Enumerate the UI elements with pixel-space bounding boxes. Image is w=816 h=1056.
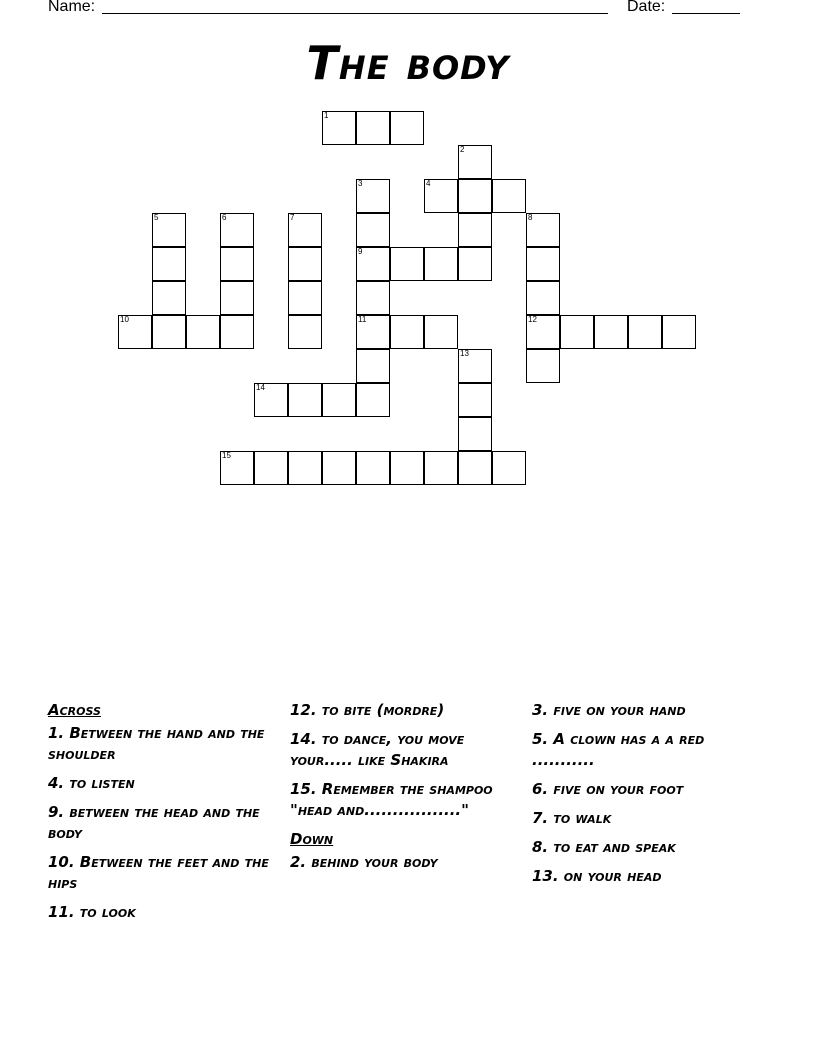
clue-item: 8. to eat and speak: [532, 838, 676, 856]
clue-item: 10. Between the feet and the hips: [48, 853, 269, 892]
crossword-cell[interactable]: [356, 247, 390, 281]
clue-item: 5. A clown has a a red ...........: [532, 730, 705, 769]
crossword-cell[interactable]: [356, 179, 390, 213]
clue-number: 8: [528, 213, 533, 222]
crossword-cell[interactable]: [220, 213, 254, 247]
crossword-cell[interactable]: [288, 383, 322, 417]
crossword-cell[interactable]: [424, 451, 458, 485]
crossword-cell[interactable]: [322, 451, 356, 485]
crossword-cell[interactable]: [152, 213, 186, 247]
crossword-cell[interactable]: [220, 247, 254, 281]
crossword-cell[interactable]: [458, 247, 492, 281]
crossword-cell[interactable]: [288, 247, 322, 281]
crossword-cell[interactable]: [458, 417, 492, 451]
clue-item: 1. Between the hand and the shoulder: [48, 724, 265, 763]
crossword-cell[interactable]: [526, 349, 560, 383]
clue-item: 14. to dance, you move your..... like Shakira: [290, 730, 465, 769]
crossword-cell[interactable]: [356, 349, 390, 383]
clue-number: 14: [256, 383, 265, 392]
clue-number: 2: [460, 145, 465, 154]
clue-number: 6: [222, 213, 227, 222]
crossword-cell[interactable]: [458, 349, 492, 383]
crossword-grid: [0, 0, 816, 500]
crossword-cell[interactable]: [356, 111, 390, 145]
clue-number: 13: [460, 349, 469, 358]
clues-column-2: [290, 700, 520, 881]
crossword-cell[interactable]: [390, 451, 424, 485]
crossword-cell[interactable]: [356, 315, 390, 349]
crossword-cell[interactable]: [288, 315, 322, 349]
clue-number: 11: [358, 315, 367, 324]
clue-item: 13. on your head: [532, 867, 662, 885]
clue-item: 6. five on your foot: [532, 780, 684, 798]
crossword-cell[interactable]: [458, 213, 492, 247]
clue-item: 12. to bite (mordre): [290, 701, 445, 719]
clues-column-1: [48, 700, 288, 931]
crossword-cell[interactable]: [628, 315, 662, 349]
clue-item: 3. five on your hand: [532, 701, 686, 719]
crossword-cell[interactable]: [152, 281, 186, 315]
crossword-cell[interactable]: [662, 315, 696, 349]
clue-number: 10: [120, 315, 129, 324]
crossword-cell[interactable]: [254, 451, 288, 485]
crossword-cell[interactable]: [458, 383, 492, 417]
clue-number: 4: [426, 179, 431, 188]
crossword-cell[interactable]: [220, 315, 254, 349]
name-label: Name:: [48, 0, 96, 15]
crossword-cell[interactable]: [526, 247, 560, 281]
clue-number: 12: [528, 315, 537, 324]
clue-item: 4. to listen: [48, 774, 135, 792]
crossword-cell[interactable]: [118, 315, 152, 349]
crossword-cell[interactable]: [526, 315, 560, 349]
crossword-cell[interactable]: [356, 281, 390, 315]
clue-item: 7. to walk: [532, 809, 612, 827]
clue-number: 5: [154, 213, 159, 222]
crossword-cell[interactable]: [322, 383, 356, 417]
across-heading: Across: [48, 701, 101, 719]
crossword-cell[interactable]: [288, 213, 322, 247]
clue-item: 9. between the head and the body: [48, 803, 260, 842]
crossword-cell[interactable]: [356, 213, 390, 247]
crossword-cell[interactable]: [390, 247, 424, 281]
crossword-cell[interactable]: [152, 247, 186, 281]
clue-number: 7: [290, 213, 295, 222]
crossword-cell[interactable]: [560, 315, 594, 349]
crossword-cell[interactable]: [526, 213, 560, 247]
crossword-cell[interactable]: [152, 315, 186, 349]
clue-item: 15. Remember the shampoo "head and.................": [290, 780, 493, 819]
crossword-cell[interactable]: [322, 111, 356, 145]
crossword-cell[interactable]: [424, 315, 458, 349]
clues-column-3: [532, 700, 762, 895]
crossword-cell[interactable]: [594, 315, 628, 349]
page-title: The body: [306, 36, 510, 90]
crossword-cell[interactable]: [390, 315, 424, 349]
crossword-cell[interactable]: [288, 451, 322, 485]
crossword-cell[interactable]: [458, 451, 492, 485]
crossword-cell[interactable]: [356, 383, 390, 417]
date-label: Date:: [627, 0, 666, 15]
clue-item: 2. behind your body: [290, 853, 438, 871]
crossword-cell[interactable]: [186, 315, 220, 349]
crossword-cell[interactable]: [220, 281, 254, 315]
crossword-cell[interactable]: [492, 179, 526, 213]
crossword-cell[interactable]: [220, 451, 254, 485]
crossword-cell[interactable]: [458, 145, 492, 179]
crossword-cell[interactable]: [390, 111, 424, 145]
crossword-cell[interactable]: [356, 451, 390, 485]
crossword-cell[interactable]: [424, 179, 458, 213]
clue-item: 11. to look: [48, 903, 136, 921]
clue-number: 9: [358, 247, 363, 256]
crossword-cell[interactable]: [526, 281, 560, 315]
clue-number: 3: [358, 179, 363, 188]
clue-number: 1: [324, 111, 329, 120]
clue-number: 15: [222, 451, 231, 460]
crossword-cell[interactable]: [458, 179, 492, 213]
crossword-cell[interactable]: [288, 281, 322, 315]
down-heading: Down: [290, 830, 334, 848]
crossword-cell[interactable]: [492, 451, 526, 485]
crossword-cell[interactable]: [254, 383, 288, 417]
crossword-cell[interactable]: [424, 247, 458, 281]
